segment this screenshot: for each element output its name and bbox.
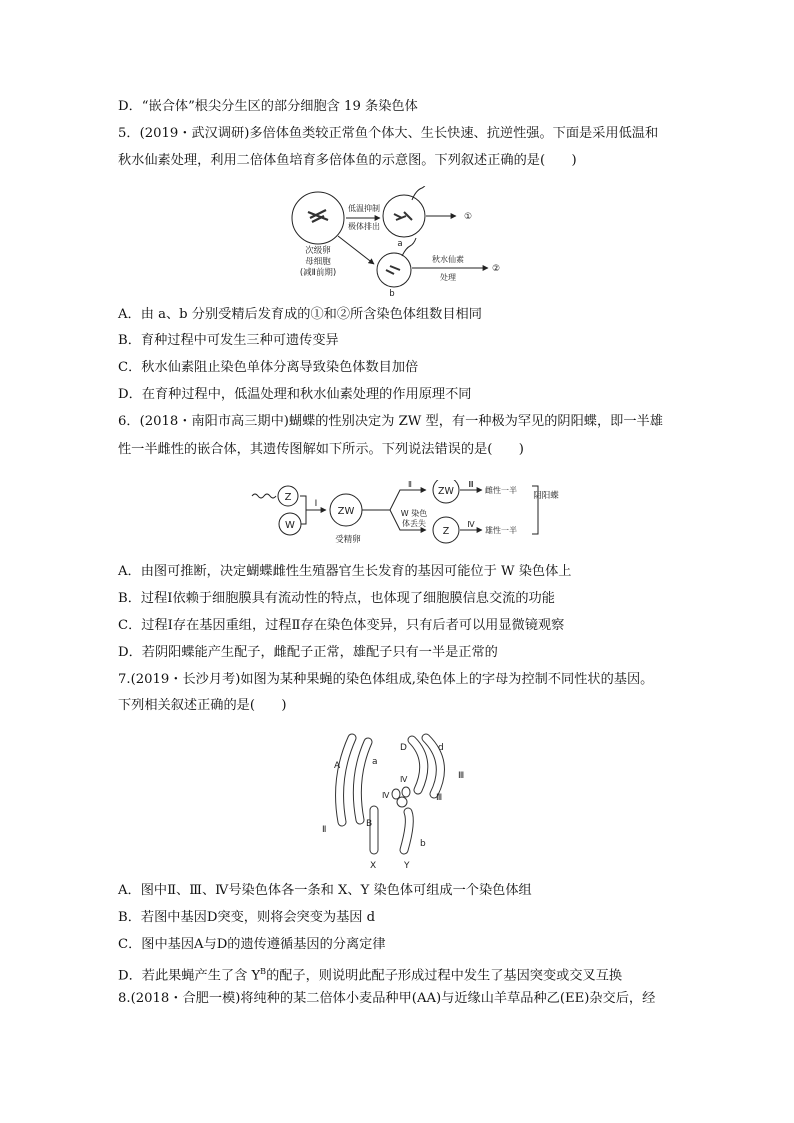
q7-option-c: C．图中基因A与D的遗传遵循基因的分离定律: [118, 937, 386, 952]
svg-text:Ⅳ: Ⅳ: [382, 791, 390, 800]
q4-option-d: D．“嵌合体”根尖分生区的部分细胞含 19 条染色体: [118, 99, 418, 114]
q5-polar-out-label: 极体排出: [348, 222, 380, 231]
q5-colchicine-label-1: 秋水仙素: [432, 255, 464, 264]
q6-stem-line2: 性一半雌性的嵌合体，其遗传图解如下所示。下列说法错误的是( ): [118, 442, 524, 457]
svg-text:D: D: [400, 743, 407, 753]
svg-text:ZW: ZW: [337, 506, 355, 517]
svg-text:Ⅳ: Ⅳ: [400, 775, 408, 784]
q7-chrom-IV-left: [392, 789, 400, 799]
q6-step-3: Ⅲ: [468, 480, 474, 489]
svg-text:B: B: [366, 819, 373, 829]
q6-step-2: Ⅱ: [408, 480, 412, 489]
q7-option-a: A．图中Ⅱ、Ⅲ、Ⅳ号染色体各一条和 X、Y 染色体可组成一个染色体组: [118, 883, 532, 898]
q7-stem-line2: 下列相关叙述正确的是( ): [118, 698, 287, 713]
q7-option-d-pre: D．若此果蝇产生了含 Y: [118, 968, 261, 984]
q6-option-c: C．过程Ⅰ存在基因重组，过程Ⅱ存在染色体变异，只有后者可以用显微镜观察: [118, 618, 565, 633]
q6-w-lost-1: W 染色: [400, 509, 428, 518]
q5-option-d: D．在育种过程中，低温处理和秋水仙素处理的作用原理不同: [118, 387, 472, 402]
q6-step-4: Ⅳ: [467, 520, 475, 529]
svg-text:d: d: [438, 743, 444, 753]
q7-chrom-IV-right: [402, 787, 410, 797]
q6-stem-line1: 6．(2018・南阳市高三期中)蝴蝶的性别决定为 ZW 型，有一种极为罕见的阴阳蝶，即一半雄: [118, 414, 663, 429]
q6-w-lost-2: 体丢失: [402, 519, 426, 528]
svg-text:Z: Z: [442, 526, 450, 537]
q5-output-2: ②: [492, 264, 501, 274]
svg-text:Ⅱ: Ⅱ: [322, 825, 327, 835]
q5-oocyte-label-2: 母细胞: [305, 257, 331, 267]
svg-text:b: b: [420, 839, 426, 849]
q5-option-b: B．育种过程中可发生三种可遗传变异: [118, 333, 339, 348]
q7-option-b: B．若图中基因D突变，则将会突变为基因 d: [118, 910, 376, 925]
q7-option-d: [118, 963, 622, 985]
q7-option-d-post: 的配子，则说明此配子形成过程中发生了基因突变或交叉互换: [266, 968, 623, 984]
svg-text:ZW: ZW: [438, 486, 454, 497]
q7-stem-line1: 7.(2019・长沙月考)如图为某种果蝇的染色体组成,染色体上的字母为控制不同性状的基因。: [118, 672, 654, 687]
q5-label-b: b: [389, 289, 395, 298]
svg-text:a: a: [372, 757, 378, 767]
q7-option-d-sup: B: [260, 967, 267, 976]
q6-female-half: 雌性一半: [485, 486, 517, 495]
svg-text:Y: Y: [404, 861, 410, 871]
q6-male-half: 雄性一半: [485, 526, 517, 535]
svg-text:X: X: [370, 861, 377, 871]
q5-output-1: ①: [464, 212, 473, 222]
q6-zygote-label: 受精卵: [335, 535, 361, 545]
q5-option-c: C．秋水仙素阻止染色单体分离导致染色体数目加倍: [118, 360, 419, 375]
q5-option-a: A．由 a、b 分别受精后发育成的①和②所含染色体组数目相同: [118, 307, 482, 322]
q6-figure: [250, 480, 560, 556]
q6-option-a: A．由图可推断，决定蝴蝶雌性生殖器官生长发育的基因可能位于 W 染色体上: [118, 564, 572, 579]
q5-cell-b: [377, 253, 411, 287]
q6-yinyang: 阴阳蝶: [533, 491, 559, 501]
q6-step-1: Ⅰ: [314, 499, 318, 509]
q6-option-d: D．若阴阳蝶能产生配子，雌配子正常，雄配子只有一半是正常的: [118, 645, 498, 660]
svg-text:A: A: [334, 761, 341, 771]
q5-label-a: a: [397, 239, 403, 249]
svg-text:Z: Z: [284, 492, 292, 503]
svg-text:Ⅲ: Ⅲ: [458, 771, 465, 781]
q8-stem-line1: 8.(2018・合肥一模)将纯种的某二倍体小麦品种甲(AA)与近缘山羊草品种乙(EE)杂交后，经: [118, 991, 656, 1006]
q5-figure: [284, 186, 520, 298]
svg-text:Ⅲ: Ⅲ: [436, 793, 443, 803]
q6-option-b: B．过程Ⅰ依赖于细胞膜具有流动性的特点，也体现了细胞膜信息交流的功能: [118, 591, 555, 606]
q5-stem-line1: 5．(2019・武汉调研)多倍体鱼类较正常鱼个体大、生长快速、抗逆性强。下面是采用低温和: [118, 126, 659, 141]
q5-oocyte-label-3: (减Ⅱ前期): [299, 268, 337, 278]
q5-stem-line2: 秋水仙素处理，利用二倍体鱼培育多倍体鱼的示意图。下列叙述正确的是( ): [118, 153, 577, 168]
svg-text:W: W: [285, 520, 295, 531]
q5-colchicine-label-2: 处理: [440, 273, 456, 282]
q5-oocyte-label-1: 次级卵: [305, 246, 331, 256]
q7-figure: [316, 728, 486, 874]
q5-low-temp-label: 低温抑制: [348, 204, 380, 213]
